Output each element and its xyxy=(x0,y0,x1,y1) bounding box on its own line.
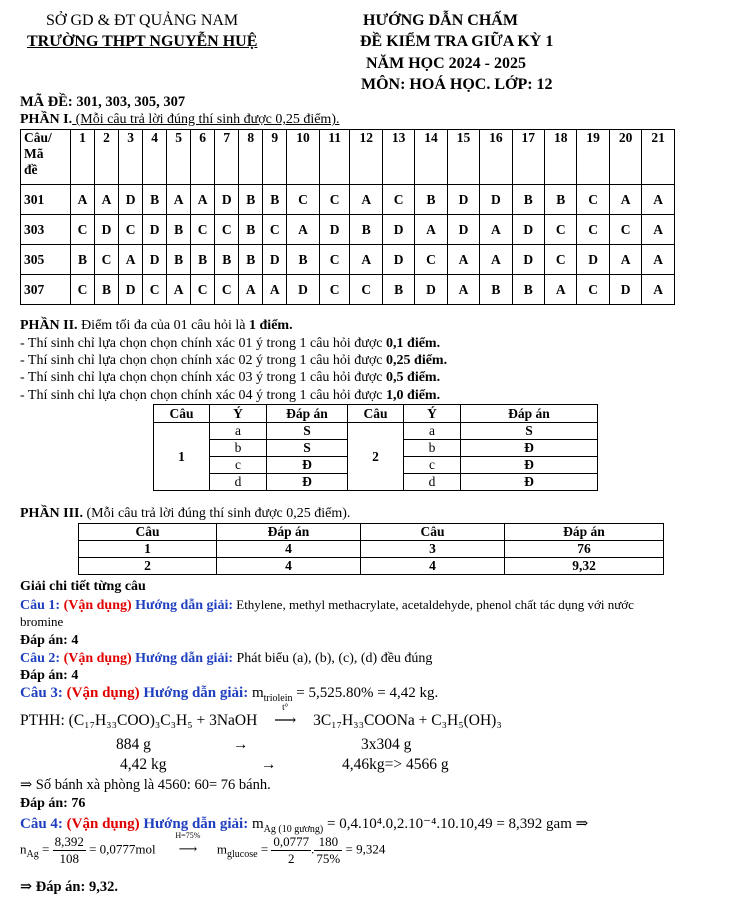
answer-cell: D xyxy=(95,215,119,245)
q-header: 14 xyxy=(415,130,447,185)
solution-3-answer: Đáp án: 76 xyxy=(20,796,86,811)
doc-title: HƯỚNG DẪN CHẤM xyxy=(363,12,518,29)
answer-cell: Đ xyxy=(267,457,348,474)
answer-cell: C xyxy=(545,215,577,245)
solution-3: Câu 3: (Vận dụng) Hướng dẫn giải: $m_{triolein} = 5,525.80\% = 4,42$ kg. xyxy=(20,685,439,704)
answer-cell: C xyxy=(577,185,609,215)
solution-4-answer: ⇒ Đáp án: 9,32. xyxy=(20,879,118,895)
answer-cell: B xyxy=(382,275,414,305)
answer-cell: D xyxy=(447,215,479,245)
item-cell: c xyxy=(404,457,461,474)
item-cell: a xyxy=(404,423,461,440)
answer-cell: A xyxy=(447,245,479,275)
answer-cell: Đ xyxy=(461,474,598,491)
school-year: NĂM HỌC 2024 - 2025 xyxy=(366,55,526,72)
question-number-cell: 2 xyxy=(348,423,404,491)
answer-cell: D xyxy=(382,245,414,275)
answer-cell: A xyxy=(642,185,675,215)
q-header: 1 xyxy=(71,130,95,185)
solution-4-calc: $n_{Ag}$ = $\frac{8,392}{108}$ = 0,0777mol H=75% ⟶ $m_{glucose}$ = $\frac{0,0777}{2}$ . $\frac{180}{75\%}$ = 9,324 xyxy=(20,831,386,866)
solution-3-conclusion: ⇒ Số bánh xà phòng là 4560: 60= 76 bánh. xyxy=(20,777,271,793)
answer-cell: D xyxy=(512,215,544,245)
answer-cell: C xyxy=(319,245,350,275)
part3-row xyxy=(79,558,664,575)
solution-1: Câu 1: (Vận dụng) Hướng dẫn giải: Ethylene, methyl methacrylate, acetaldehyde, phenol chất tác dụng với nước xyxy=(20,597,634,613)
answer-cell: A xyxy=(609,185,641,215)
answer-cell: A xyxy=(71,185,95,215)
col-header: Đáp án xyxy=(505,524,664,541)
answer-cell: D xyxy=(415,275,447,305)
part3-row xyxy=(79,541,664,558)
dept-name: SỞ GD & ĐT QUẢNG NAM xyxy=(46,12,239,29)
answer-cell: A xyxy=(167,275,191,305)
q-header: 11 xyxy=(319,130,350,185)
answer-cell: B xyxy=(95,275,119,305)
answer-cell: D xyxy=(119,275,143,305)
q-header: 3 xyxy=(119,130,143,185)
answer-cell: D xyxy=(609,275,641,305)
q-header: 7 xyxy=(215,130,239,185)
answer-cell: D xyxy=(480,185,512,215)
answer-cell: C xyxy=(71,215,95,245)
exam-code-cell: 303 xyxy=(21,215,71,245)
answer-cell: A xyxy=(609,245,641,275)
stoich-2-right: 4,46kg=> 4566 g xyxy=(342,756,449,773)
solution-2-answer: Đáp án: 4 xyxy=(20,668,79,683)
answer-cell: B xyxy=(71,245,95,275)
part2-rule-3: - Thí sinh chỉ lựa chọn chọn chính xác 03 ý trong 1 câu hỏi được 0,5 điểm. xyxy=(20,370,441,385)
answer-cell: Đ xyxy=(461,457,598,474)
answer-cell: B xyxy=(415,185,447,215)
q-header: 15 xyxy=(447,130,479,185)
answer-cell: S xyxy=(267,440,348,457)
answer-cell: A xyxy=(447,275,479,305)
fraction: $\frac{8,392}{108}$ xyxy=(54,834,84,866)
col-header: Câu xyxy=(154,405,210,423)
answer-cell: 9,32 xyxy=(505,558,664,575)
exam-code-cell: 305 xyxy=(21,245,71,275)
col-header: Câu xyxy=(348,405,404,423)
answer-cell: D xyxy=(287,275,319,305)
yield-arrow: H=75% ⟶ xyxy=(175,831,201,857)
exam-code-row xyxy=(21,245,675,275)
stoich-2-left: 4,42 kg xyxy=(120,756,167,773)
answer-cell: B xyxy=(167,245,191,275)
q-header: 16 xyxy=(480,130,512,185)
exam-codes: MÃ ĐỀ: 301, 303, 305, 307 xyxy=(20,94,186,110)
stoich-1-arrow: → xyxy=(233,736,249,753)
item-cell: a xyxy=(210,423,267,440)
answer-cell: C xyxy=(577,275,609,305)
stoich-1-left: 884 g xyxy=(116,736,151,753)
answer-cell: C xyxy=(609,215,641,245)
answer-cell: D xyxy=(512,245,544,275)
col-header: Ý xyxy=(404,405,461,423)
solution-1-cont: bromine xyxy=(20,614,64,629)
answer-cell: B xyxy=(143,185,167,215)
part2-row xyxy=(154,423,598,440)
answer-cell: C xyxy=(95,245,119,275)
part3-answer-table xyxy=(78,523,664,575)
question-number-cell: 2 xyxy=(79,558,217,575)
answer-cell: B xyxy=(480,275,512,305)
solution-4: Câu 4: (Vận dụng) Hướng dẫn giải: $m_{Ag (10 gương)} = 0,4.10^4.0,2.10^{-4}.10.10,49 = 8,392$ gam ⇒ xyxy=(20,816,589,835)
q-header: 12 xyxy=(350,130,382,185)
col-header: Ý xyxy=(210,405,267,423)
col-header: Đáp án xyxy=(461,405,598,423)
item-cell: d xyxy=(404,474,461,491)
answer-cell: C xyxy=(319,275,350,305)
answer-cell: B xyxy=(545,185,577,215)
answer-cell: A xyxy=(191,185,215,215)
answer-cell: B xyxy=(512,185,544,215)
answer-cell: A xyxy=(287,215,319,245)
stoich-2-arrow: → xyxy=(261,756,277,773)
q-header: 19 xyxy=(577,130,609,185)
school-name: TRƯỜNG THPT NGUYỄN HUỆ xyxy=(27,33,258,50)
answer-cell: C xyxy=(415,245,447,275)
subject-line: MÔN: HOÁ HỌC. LỚP: 12 xyxy=(361,76,553,93)
answer-cell: A xyxy=(642,275,675,305)
q-header: 13 xyxy=(382,130,414,185)
answer-cell: C xyxy=(382,185,414,215)
answer-cell: C xyxy=(143,275,167,305)
col-header: Câu xyxy=(79,524,217,541)
q-header: 17 xyxy=(512,130,544,185)
answer-cell: A xyxy=(95,185,119,215)
part1-heading: PHẦN I. (Mỗi câu trả lời đúng thí sinh được 0,25 điểm). xyxy=(20,112,340,127)
answer-cell: C xyxy=(350,275,382,305)
question-number-cell: 1 xyxy=(154,423,210,491)
answer-cell: C xyxy=(215,275,239,305)
answer-cell: C xyxy=(319,185,350,215)
q-header: 9 xyxy=(263,130,287,185)
answer-cell: D xyxy=(447,185,479,215)
reaction-equation: PTHH: (C₁₇H₃₃COO)₃C₃H₅ + 3NaOH t° ⟶ 3C₁₇H₃₃COONa + C₃H₅(OH)₃ xyxy=(20,702,502,729)
item-cell: c xyxy=(210,457,267,474)
answer-cell: D xyxy=(577,245,609,275)
exam-code-cell: 301 xyxy=(21,185,71,215)
answer-cell: B xyxy=(239,185,263,215)
answer-cell: B xyxy=(215,245,239,275)
answer-cell: B xyxy=(239,245,263,275)
q-header: 21 xyxy=(642,130,675,185)
answer-cell: D xyxy=(119,185,143,215)
part2-heading: PHẦN II. Điểm tối đa của 01 câu hỏi là 1 điểm. xyxy=(20,318,293,333)
solutions-title: Giải chi tiết từng câu xyxy=(20,579,146,594)
q-header: 4 xyxy=(143,130,167,185)
answer-cell: 4 xyxy=(217,558,361,575)
question-number-cell: 3 xyxy=(361,541,505,558)
col-header: Đáp án xyxy=(217,524,361,541)
answer-cell: C xyxy=(287,185,319,215)
q-header: 6 xyxy=(191,130,215,185)
q-header: 20 xyxy=(609,130,641,185)
item-cell: b xyxy=(404,440,461,457)
exam-title: ĐỀ KIỂM TRA GIỮA KỲ 1 xyxy=(360,33,554,50)
fraction: $\frac{180}{75\%}$ xyxy=(316,834,341,866)
col-header: Đáp án xyxy=(267,405,348,423)
answer-cell: A xyxy=(350,245,382,275)
answer-cell: D xyxy=(143,215,167,245)
answer-cell: B xyxy=(512,275,544,305)
answer-cell: A xyxy=(350,185,382,215)
part2-answer-table xyxy=(153,404,598,491)
answer-cell: C xyxy=(191,215,215,245)
solution-1-answer: Đáp án: 4 xyxy=(20,633,79,648)
code-header: Câu/ Mã đề xyxy=(21,130,71,185)
answer-cell: 4 xyxy=(217,541,361,558)
part3-heading: PHẦN III. (Mỗi câu trả lời đúng thí sinh được 0,25 điểm). xyxy=(20,506,351,521)
item-cell: b xyxy=(210,440,267,457)
answer-cell: D xyxy=(382,215,414,245)
answer-cell: C xyxy=(545,245,577,275)
item-cell: d xyxy=(210,474,267,491)
exam-code-cell: 307 xyxy=(21,275,71,305)
answer-cell: Đ xyxy=(461,440,598,457)
answer-cell: D xyxy=(263,245,287,275)
answer-cell: B xyxy=(167,215,191,245)
answer-cell: Đ xyxy=(267,474,348,491)
answer-cell: A xyxy=(167,185,191,215)
reaction-arrow: t° ⟶ xyxy=(274,702,297,729)
answer-cell: C xyxy=(263,215,287,245)
answer-cell: C xyxy=(71,275,95,305)
answer-cell: D xyxy=(319,215,350,245)
answer-cell: A xyxy=(642,215,675,245)
solution-2: Câu 2: (Vận dụng) Hướng dẫn giải: Phát biểu (a), (b), (c), (d) đều đúng xyxy=(20,651,433,666)
answer-cell: A xyxy=(119,245,143,275)
exam-code-row xyxy=(21,215,675,245)
answer-cell: B xyxy=(191,245,215,275)
answer-cell: A xyxy=(415,215,447,245)
question-number-cell: 4 xyxy=(361,558,505,575)
answer-cell: D xyxy=(215,185,239,215)
answer-cell: B xyxy=(287,245,319,275)
answer-cell: A xyxy=(480,245,512,275)
exam-code-row xyxy=(21,275,675,305)
answer-cell: A xyxy=(239,275,263,305)
answer-cell: D xyxy=(143,245,167,275)
answer-cell: A xyxy=(642,245,675,275)
answer-cell: C xyxy=(119,215,143,245)
fraction: $\frac{0,0777}{2}$ xyxy=(273,834,310,866)
part2-rule-1: - Thí sinh chỉ lựa chọn chọn chính xác 01 ý trong 1 câu hỏi được 0,1 điểm. xyxy=(20,336,441,351)
part1-answer-table xyxy=(20,129,675,305)
answer-cell: B xyxy=(350,215,382,245)
answer-cell: A xyxy=(263,275,287,305)
part2-rule-2: - Thí sinh chỉ lựa chọn chọn chính xác 02 ý trong 1 câu hỏi được 0,25 điểm. xyxy=(20,353,448,368)
answer-cell: A xyxy=(545,275,577,305)
q-header: 2 xyxy=(95,130,119,185)
answer-cell: 76 xyxy=(505,541,664,558)
col-header: Câu xyxy=(361,524,505,541)
answer-cell: C xyxy=(215,215,239,245)
answer-cell: A xyxy=(480,215,512,245)
q-header: 10 xyxy=(287,130,319,185)
part2-rule-4: - Thí sinh chỉ lựa chọn chọn chính xác 04 ý trong 1 câu hỏi được 1,0 điểm. xyxy=(20,388,441,403)
part1-header-row xyxy=(21,130,675,185)
question-number-cell: 1 xyxy=(79,541,217,558)
answer-cell: B xyxy=(239,215,263,245)
answer-cell: B xyxy=(263,185,287,215)
answer-cell: C xyxy=(577,215,609,245)
answer-cell: C xyxy=(191,275,215,305)
answer-cell: S xyxy=(461,423,598,440)
stoich-1-right: 3x304 g xyxy=(361,736,412,753)
q-header: 5 xyxy=(167,130,191,185)
exam-code-row xyxy=(21,185,675,215)
answer-cell: S xyxy=(267,423,348,440)
q-header: 8 xyxy=(239,130,263,185)
q-header: 18 xyxy=(545,130,577,185)
